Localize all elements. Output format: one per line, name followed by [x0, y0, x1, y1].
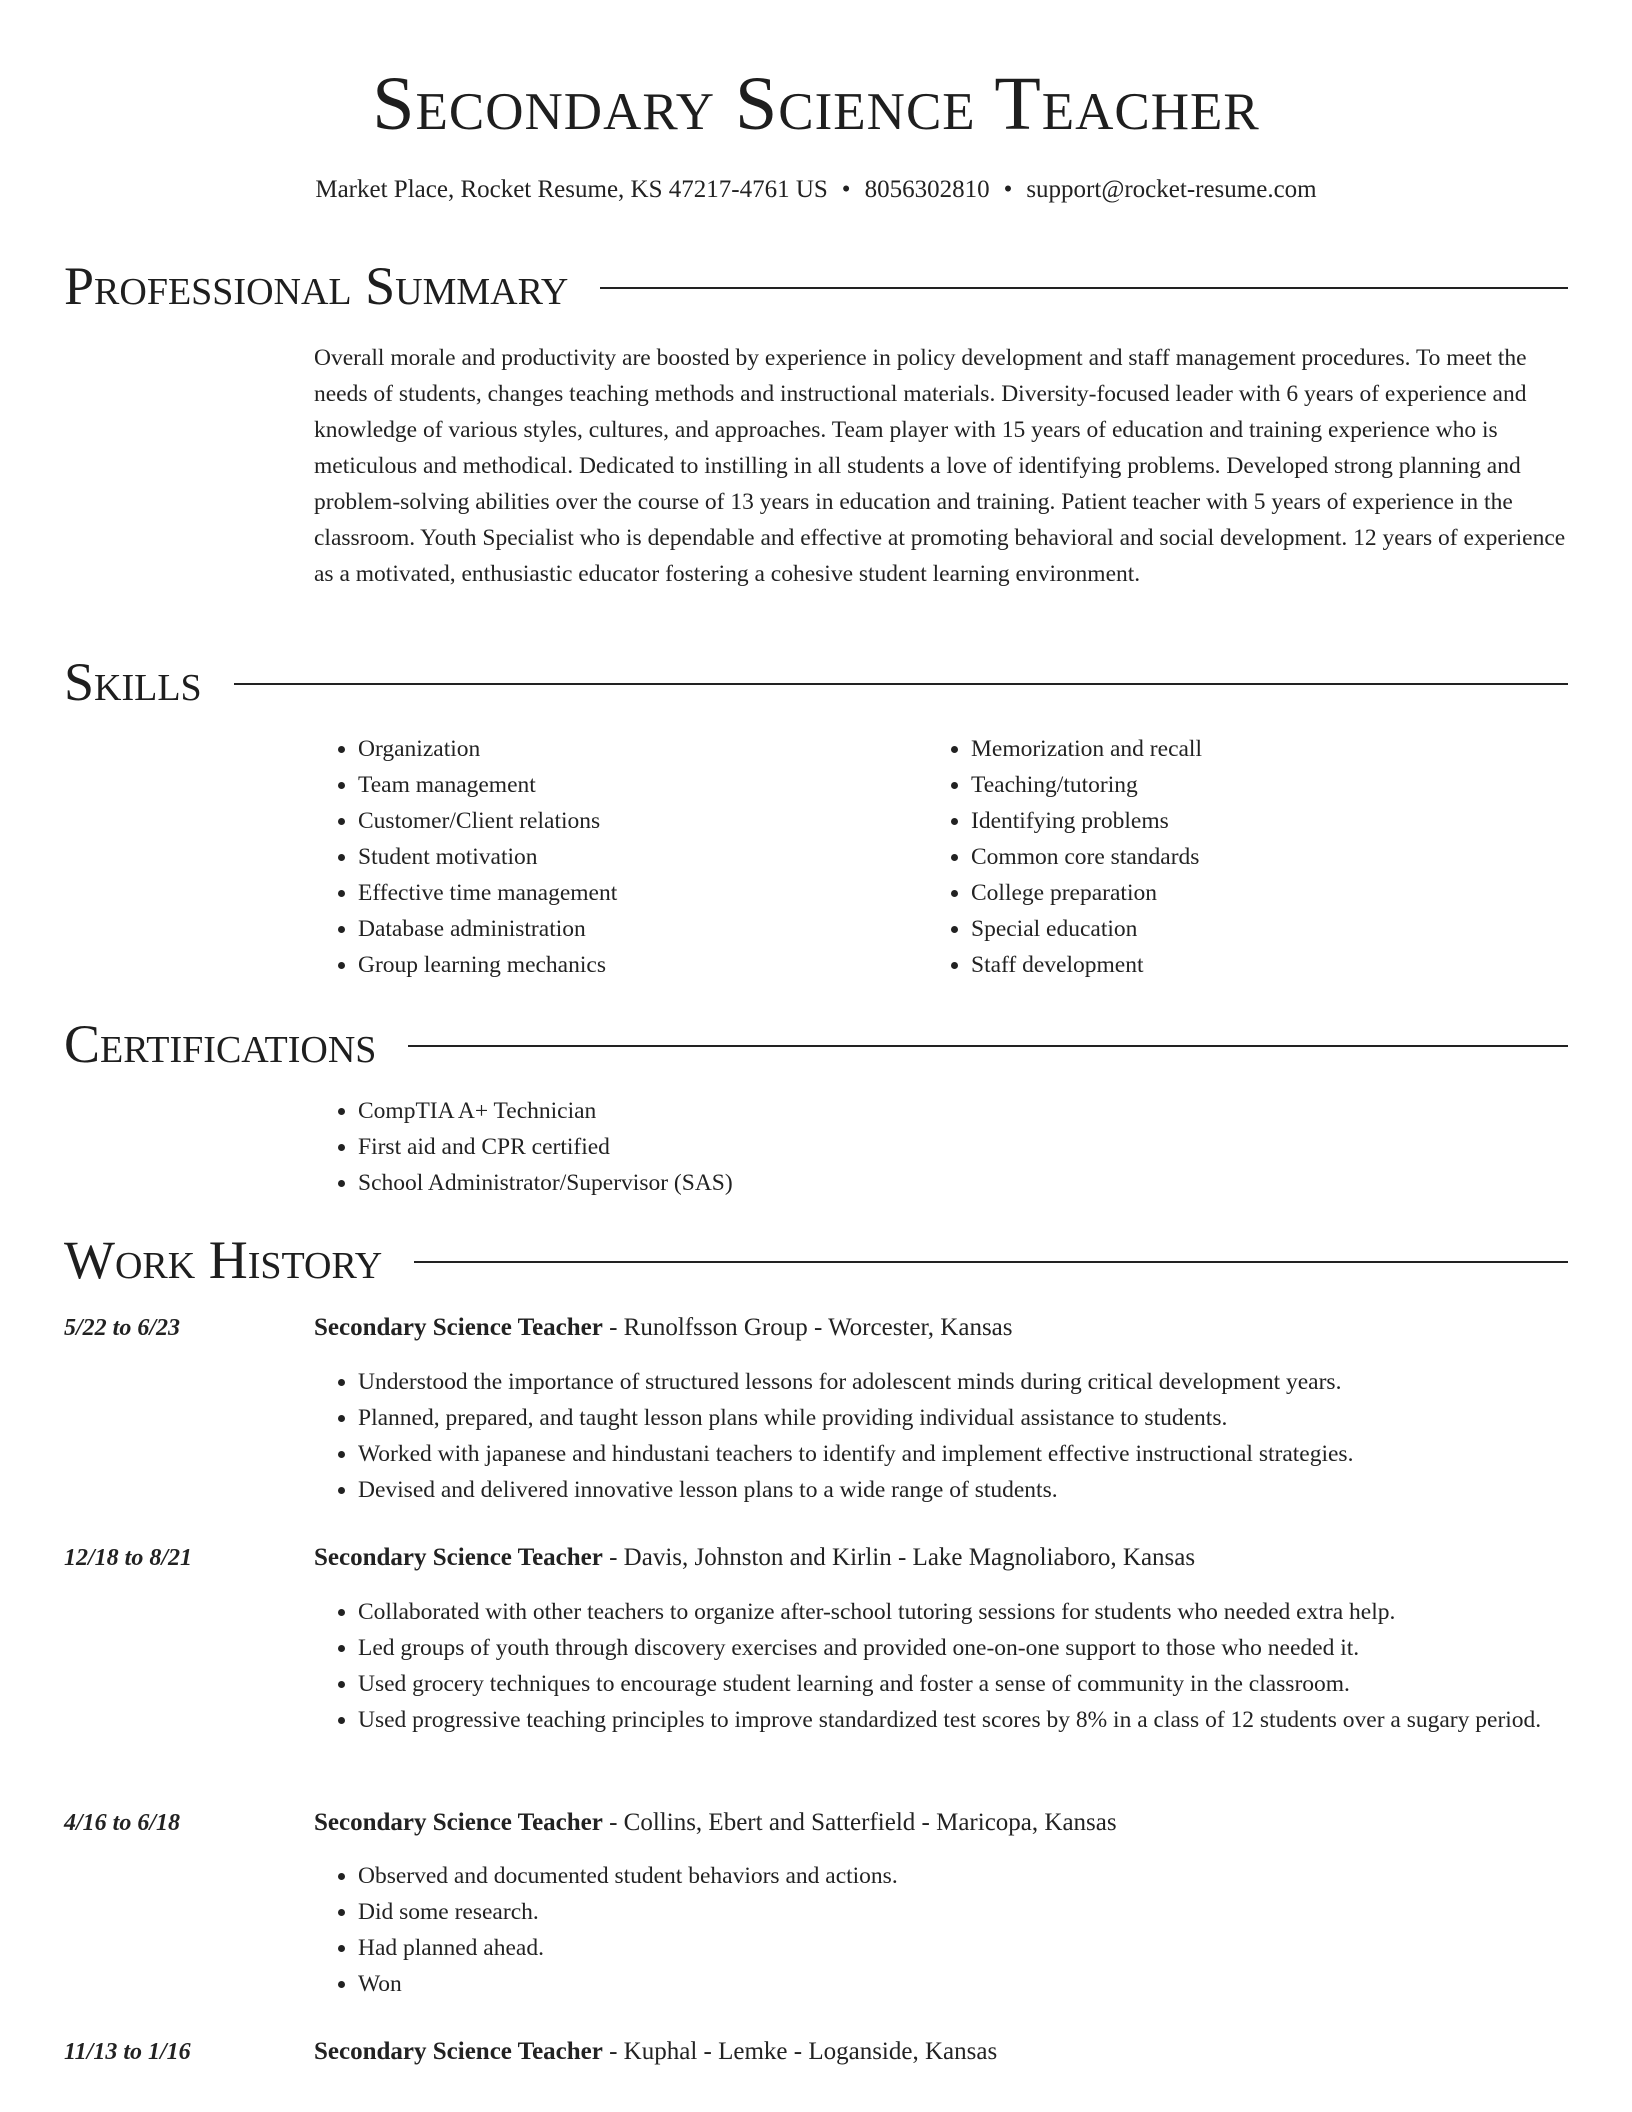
- candidate-name: Secondary Science Teacher: [372, 62, 1260, 146]
- skill-item: • Identifying problems: [971, 803, 1527, 839]
- skill-item: • Teaching/tutoring: [971, 767, 1527, 803]
- certification-item: • First aid and CPR certified: [358, 1129, 1114, 1165]
- skills-section-header: [64, 652, 1568, 712]
- skill-item: • Group learning mechanics: [358, 947, 914, 983]
- section-divider: [600, 287, 1568, 289]
- section-divider: [234, 683, 1568, 685]
- job-details: - Kuphal - Lemke - Loganside, Kansas: [602, 2038, 998, 2065]
- job-title: Secondary Science Teacher: [314, 2038, 603, 2065]
- job-details: - Davis, Johnston and Kirlin - Lake Magnoliaboro, Kansas: [602, 1544, 1196, 1571]
- work-heading: Work History: [64, 1230, 383, 1290]
- job-bullet: • Worked with japanese and hindustani teachers to identify and implement effective instructional strategies.: [358, 1436, 1568, 1472]
- job-bullet: • Did some research.: [358, 1894, 1568, 1930]
- skill-item: • College preparation: [971, 875, 1527, 911]
- contact-address: Market Place, Rocket Resume, KS 47217-4761 US: [315, 176, 828, 203]
- skill-item: • Special education: [971, 911, 1527, 947]
- certifications-section-header: [64, 1014, 1568, 1074]
- certification-item: • CompTIA A+ Technician: [358, 1093, 1114, 1129]
- job-bullets: [314, 1594, 1568, 1738]
- section-divider: [408, 1045, 1568, 1047]
- job-bullet: • Used progressive teaching principles to improve standardized test scores by 8% in a class of 12 students over a sugary period.: [358, 1702, 1568, 1738]
- job-details: - Collins, Ebert and Satterfield - Maricopa, Kansas: [602, 1809, 1117, 1836]
- skills-heading: Skills: [64, 652, 202, 712]
- contact-separator: •: [841, 176, 851, 203]
- certifications-list: [314, 1093, 1114, 1201]
- skill-item: • Database administration: [358, 911, 914, 947]
- skill-item: • Common core standards: [971, 839, 1527, 875]
- job-dates: 11/13 to 1/16: [64, 2039, 191, 2065]
- job-bullet: • Observed and documented student behaviors and actions.: [358, 1858, 1568, 1894]
- job-bullet: • Led groups of youth through discovery exercises and provided one-on-one support to those who needed it.: [358, 1630, 1568, 1666]
- job-bullet: • Had planned ahead.: [358, 1930, 1568, 1966]
- job-title: Secondary Science Teacher: [314, 1314, 603, 1341]
- skills-column-left: [314, 731, 914, 983]
- job-dates: 4/16 to 6/18: [64, 1810, 181, 1836]
- summary-heading: Professional Summary: [64, 256, 569, 316]
- job-details: - Runolfsson Group - Worcester, Kansas: [602, 1314, 1013, 1341]
- job-bullet: • Planned, prepared, and taught lesson plans while providing individual assistance to students.: [358, 1400, 1568, 1436]
- summary-section-header: [64, 256, 1568, 316]
- skill-item: • Team management: [358, 767, 914, 803]
- section-divider: [414, 1261, 1568, 1263]
- job-heading: [314, 1806, 1568, 1840]
- job-bullet: • Used grocery techniques to encourage student learning and foster a sense of community in the classroom.: [358, 1666, 1568, 1702]
- job-bullets: [314, 1858, 1568, 2002]
- job-bullet: • Understood the importance of structured lessons for adolescent minds during critical development years.: [358, 1364, 1568, 1400]
- work-section-header: [64, 1230, 1568, 1290]
- certification-item: • School Administrator/Supervisor (SAS): [358, 1165, 1114, 1201]
- contact-email[interactable]: support@rocket-resume.com: [1026, 176, 1317, 203]
- skill-item: • Effective time management: [358, 875, 914, 911]
- skill-item: • Student motivation: [358, 839, 914, 875]
- skill-item: • Memorization and recall: [971, 731, 1527, 767]
- skill-item: • Staff development: [971, 947, 1527, 983]
- skill-item: • Customer/Client relations: [358, 803, 914, 839]
- job-bullet: • Won: [358, 1966, 1568, 2002]
- job-bullets: [314, 1364, 1568, 1508]
- job-heading: [314, 1311, 1568, 1345]
- certifications-heading: Certifications: [64, 1014, 377, 1074]
- job-bullet: • Devised and delivered innovative lesson plans to a wide range of students.: [358, 1472, 1568, 1508]
- contact-phone[interactable]: 8056302810: [864, 176, 990, 203]
- summary-text: Overall morale and productivity are boosted by experience in policy development and staff management procedures. To meet the needs of students, changes teaching methods and instructional materials. Diversity-focused leader with 6 years of experience and knowledge of various styles, cultures, and approaches. Team player with 15 years of education and training experience who is meticulous and methodical. Dedicated to instilling in all students a love of identifying problems. Developed strong planning and problem-solving abilities over the course of 13 years in education and training. Patient teacher with 5 years of experience in the classroom. Youth Specialist who is dependable and effective at promoting behavioral and social development. 12 years of experience as a motivated, enthusiastic educator fostering a cohesive student learning environment.: [314, 345, 1566, 587]
- job-bullet: • Collaborated with other teachers to organize after-school tutoring sessions for students who needed extra help.: [358, 1594, 1568, 1630]
- contact-line: [0, 174, 1632, 206]
- skills-column-right: [927, 731, 1527, 983]
- contact-separator: •: [1003, 176, 1013, 203]
- job-heading: [314, 1541, 1568, 1575]
- job-dates: 5/22 to 6/23: [64, 1315, 181, 1341]
- skill-item: • Organization: [358, 731, 914, 767]
- job-heading: [314, 2035, 1568, 2069]
- job-dates: 12/18 to 8/21: [64, 1545, 193, 1571]
- job-title: Secondary Science Teacher: [314, 1809, 603, 1836]
- job-title: Secondary Science Teacher: [314, 1544, 603, 1571]
